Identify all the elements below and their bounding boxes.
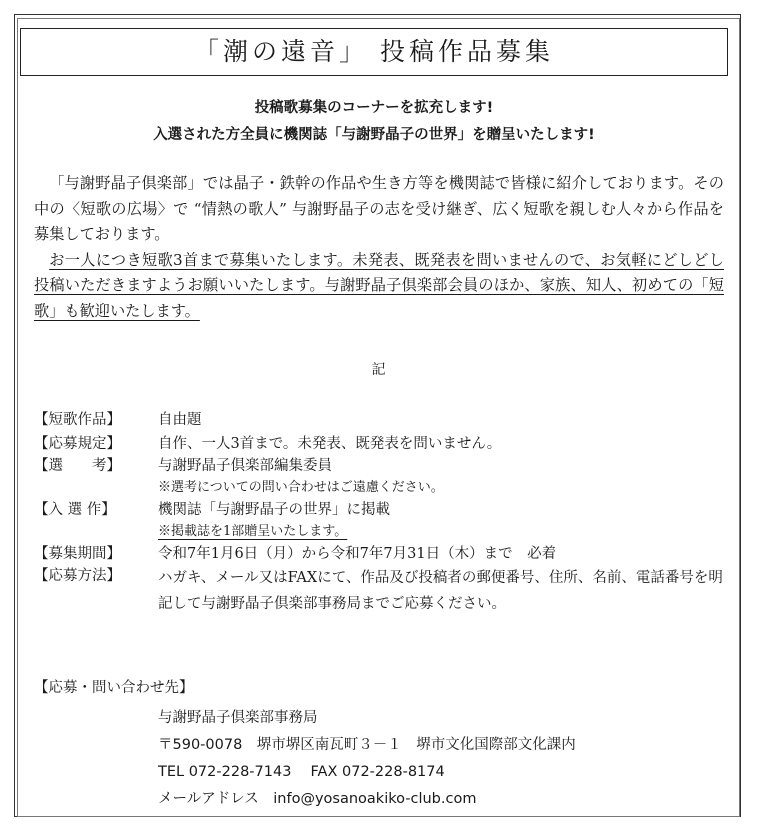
contact-lines bbox=[34, 705, 734, 813]
detail-label: 【応募規定】 bbox=[34, 436, 121, 452]
detail-value: 令和7年1月6日（月）から令和7年7月31日（木）まで 必着 bbox=[158, 546, 557, 562]
detail-label: 【入 選 作】 bbox=[34, 502, 116, 518]
detail-row-period bbox=[34, 543, 734, 565]
detail-label: 【応募方法】 bbox=[34, 568, 121, 584]
detail-value: 与謝野晶子倶楽部編集委員 bbox=[158, 458, 332, 474]
body-paragraph-2 bbox=[34, 248, 724, 325]
contact-email: メールアドレス info@yosanoakiko-club.com bbox=[158, 791, 477, 807]
detail-value: 機関誌「与謝野晶子の世界」に掲載 bbox=[158, 502, 390, 518]
detail-row-rules bbox=[34, 433, 734, 455]
detail-value: 自由題 bbox=[158, 412, 202, 428]
details-list bbox=[34, 409, 734, 617]
contact-address: 〒590-0078 堺市堺区南瓦町３－１ 堺市文化国際部文化課内 bbox=[158, 737, 576, 753]
contact-heading: 【応募・問い合わせ先】 bbox=[34, 680, 194, 696]
detail-row-selection bbox=[34, 455, 734, 477]
detail-label: 【募集期間】 bbox=[34, 546, 121, 562]
intro-line-2: 入選された方全員に機関誌「与謝野晶子の世界」を贈呈いたします! bbox=[153, 127, 595, 143]
detail-row-work bbox=[34, 409, 734, 431]
award-note-text: ※掲載誌を1部贈呈いたします。 bbox=[158, 524, 348, 539]
award-note bbox=[34, 521, 734, 543]
contact-phone-fax: TEL 072-228-7143 FAX 072-228-8174 bbox=[158, 764, 445, 780]
body-text bbox=[34, 171, 724, 324]
selection-note: ※選考についての問い合わせはご遠慮ください。 bbox=[158, 480, 444, 495]
contact-office: 与謝野晶子倶楽部事務局 bbox=[158, 710, 318, 726]
ki-heading: 記 bbox=[371, 362, 386, 378]
body-paragraph-1: 「与謝野晶子倶楽部」では晶子・鉄幹の作品や生き方等を機関誌で皆様に紹介しております。その中の〈短歌の広場〉で “情熱の歌人” 与謝野晶子の志を受け継ぎ、広く短歌を親しむ人々から作品を募集しております。 bbox=[34, 174, 724, 243]
page-title: 「潮の遠音」 投稿作品募集 bbox=[20, 28, 728, 76]
detail-row-method bbox=[34, 565, 734, 617]
detail-label: 【短歌作品】 bbox=[34, 412, 121, 428]
intro-line-1: 投稿歌募集のコーナーを拡充します! bbox=[254, 100, 494, 116]
contact-section bbox=[34, 677, 734, 813]
detail-row-award bbox=[34, 499, 734, 521]
detail-value: 自作、一人3首まで。未発表、既発表を問いません。 bbox=[158, 436, 502, 452]
detail-label: 【選 考】 bbox=[34, 458, 121, 474]
detail-value: ハガキ、メール又はFAXにて、作品及び投稿者の郵便番号、住所、名前、電話番号を明記して与謝野晶子倶楽部事務局までご応募ください。 bbox=[158, 570, 723, 612]
body-paragraph-2-underlined: お一人につき短歌3首まで募集いたします。未発表、既発表を問いませんので、お気軽にどしどし投稿いただきますようお願いいたします。与謝野晶子倶楽部会員のほか、家族、知人、初めての「短歌」も歓迎いたします。 bbox=[34, 250, 724, 320]
